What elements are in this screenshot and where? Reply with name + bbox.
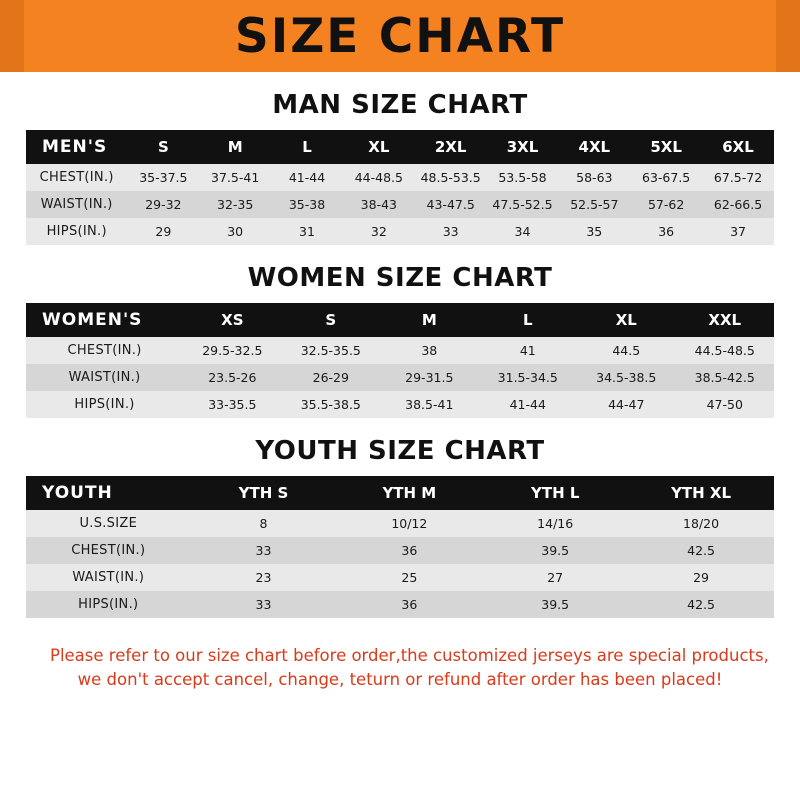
table-cell: 34.5-38.5 [577, 364, 675, 391]
youth-size-table [26, 476, 774, 618]
women-col-header: L [479, 303, 577, 337]
men-col-header: 3XL [487, 130, 559, 164]
row-label: HIPS(IN.) [26, 218, 127, 245]
table-cell: 14/16 [482, 510, 628, 537]
table-cell: 63-67.5 [630, 164, 702, 191]
table-cell: 39.5 [482, 591, 628, 618]
table-cell: 29 [628, 564, 774, 591]
table-cell: 33 [191, 591, 337, 618]
table-row [26, 337, 774, 364]
table-cell: 36 [336, 537, 482, 564]
table-cell: 44-47 [577, 391, 675, 418]
row-label: HIPS(IN.) [26, 391, 183, 418]
table-header-row [26, 476, 774, 510]
table-row [26, 364, 774, 391]
table-cell: 35 [558, 218, 630, 245]
notice-line-1: Please refer to our size chart before order,the customized jerseys are special products, [50, 646, 769, 665]
row-label: CHEST(IN.) [26, 337, 183, 364]
row-label: WAIST(IN.) [26, 564, 191, 591]
women-col-header: XL [577, 303, 675, 337]
row-label: U.S.SIZE [26, 510, 191, 537]
table-cell: 23.5-26 [183, 364, 281, 391]
table-cell: 31.5-34.5 [479, 364, 577, 391]
table-cell: 35-37.5 [127, 164, 199, 191]
table-cell: 33-35.5 [183, 391, 281, 418]
women-corner-label: WOMEN'S [26, 303, 183, 337]
table-row [26, 218, 774, 245]
table-cell: 25 [336, 564, 482, 591]
men-col-header: XL [343, 130, 415, 164]
table-row [26, 164, 774, 191]
table-cell: 58-63 [558, 164, 630, 191]
table-cell: 35.5-38.5 [282, 391, 380, 418]
table-cell: 27 [482, 564, 628, 591]
table-cell: 37 [702, 218, 774, 245]
table-row [26, 391, 774, 418]
table-cell: 42.5 [628, 537, 774, 564]
notice-text [50, 644, 769, 692]
banner-edge-left [0, 0, 24, 72]
row-label: WAIST(IN.) [26, 364, 183, 391]
table-cell: 38-43 [343, 191, 415, 218]
women-section-title: WOMEN SIZE CHART [247, 263, 553, 293]
table-cell: 18/20 [628, 510, 774, 537]
notice-line-2: we don't accept cancel, change, teturn or refund after order has been placed! [77, 669, 723, 689]
men-col-header: 6XL [702, 130, 774, 164]
table-row [26, 591, 774, 618]
men-corner-label: MEN'S [26, 130, 127, 164]
table-cell: 62-66.5 [702, 191, 774, 218]
table-cell: 39.5 [482, 537, 628, 564]
table-cell: 44.5 [577, 337, 675, 364]
table-row [26, 191, 774, 218]
youth-corner-label: YOUTH [26, 476, 191, 510]
men-col-header: 4XL [558, 130, 630, 164]
row-label: CHEST(IN.) [26, 537, 191, 564]
table-cell: 57-62 [630, 191, 702, 218]
table-cell: 44.5-48.5 [676, 337, 775, 364]
table-cell: 36 [630, 218, 702, 245]
table-row [26, 510, 774, 537]
table-cell: 43-47.5 [415, 191, 487, 218]
table-cell: 67.5-72 [702, 164, 774, 191]
table-cell: 32.5-35.5 [282, 337, 380, 364]
table-cell: 37.5-41 [199, 164, 271, 191]
men-col-header: M [199, 130, 271, 164]
table-cell: 41-44 [271, 164, 343, 191]
table-cell: 32-35 [199, 191, 271, 218]
men-section-title: MAN SIZE CHART [272, 90, 528, 120]
youth-col-header: YTH S [191, 476, 337, 510]
table-cell: 10/12 [336, 510, 482, 537]
table-cell: 42.5 [628, 591, 774, 618]
content [0, 90, 800, 692]
youth-col-header: YTH L [482, 476, 628, 510]
men-col-header: L [271, 130, 343, 164]
table-cell: 23 [191, 564, 337, 591]
table-cell: 29.5-32.5 [183, 337, 281, 364]
table-cell: 29 [127, 218, 199, 245]
table-cell: 34 [487, 218, 559, 245]
table-cell: 47.5-52.5 [487, 191, 559, 218]
table-cell: 44-48.5 [343, 164, 415, 191]
table-cell: 41-44 [479, 391, 577, 418]
row-label: WAIST(IN.) [26, 191, 127, 218]
men-col-header: 2XL [415, 130, 487, 164]
table-cell: 35-38 [271, 191, 343, 218]
table-cell: 36 [336, 591, 482, 618]
table-cell: 8 [191, 510, 337, 537]
women-col-header: S [282, 303, 380, 337]
table-cell: 33 [415, 218, 487, 245]
youth-col-header: YTH M [336, 476, 482, 510]
women-size-table [26, 303, 774, 418]
men-size-table [26, 130, 774, 245]
table-cell: 52.5-57 [558, 191, 630, 218]
men-col-header: 5XL [630, 130, 702, 164]
men-col-header: S [127, 130, 199, 164]
youth-section-title: YOUTH SIZE CHART [255, 436, 545, 466]
table-header-row [26, 303, 774, 337]
table-row [26, 564, 774, 591]
table-cell: 53.5-58 [487, 164, 559, 191]
table-cell: 30 [199, 218, 271, 245]
page-title: SIZE CHART [234, 8, 566, 64]
women-col-header: M [380, 303, 478, 337]
table-cell: 38 [380, 337, 478, 364]
table-cell: 48.5-53.5 [415, 164, 487, 191]
table-cell: 32 [343, 218, 415, 245]
row-label: CHEST(IN.) [26, 164, 127, 191]
table-row [26, 537, 774, 564]
table-cell: 29-31.5 [380, 364, 478, 391]
women-col-header: XS [183, 303, 281, 337]
table-cell: 47-50 [676, 391, 775, 418]
banner-edge-right [776, 0, 800, 72]
table-cell: 33 [191, 537, 337, 564]
table-cell: 29-32 [127, 191, 199, 218]
table-cell: 41 [479, 337, 577, 364]
table-cell: 38.5-42.5 [676, 364, 775, 391]
table-cell: 31 [271, 218, 343, 245]
table-cell: 38.5-41 [380, 391, 478, 418]
table-header-row [26, 130, 774, 164]
row-label: HIPS(IN.) [26, 591, 191, 618]
table-cell: 26-29 [282, 364, 380, 391]
women-col-header: XXL [676, 303, 775, 337]
banner [0, 0, 800, 72]
youth-col-header: YTH XL [628, 476, 774, 510]
